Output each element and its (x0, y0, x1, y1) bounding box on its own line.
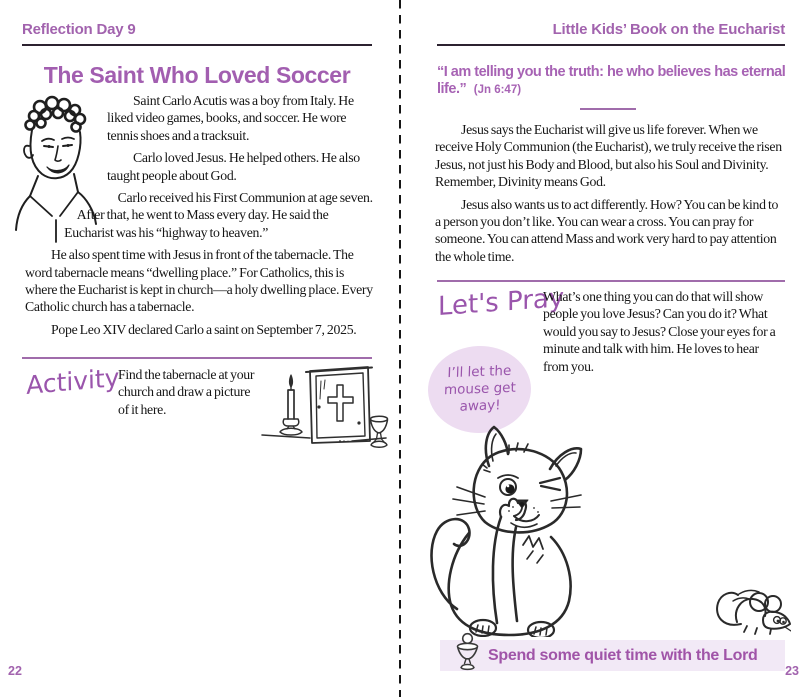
body-paragraph: He also spent time with Jesus in front of the tabernacle. The word tabernacle means “dwelling place.” For Catholics, this is where the Eucharist is kept in church—a holy dwelling place. Every Catholic church has a tabernacle. (25, 247, 373, 315)
scripture-quote (437, 64, 789, 98)
footer-message: Spend some quiet time with the Lord (488, 647, 758, 664)
speech-bubble-line: mouse get (443, 379, 516, 399)
speech-bubble-line: away! (459, 397, 501, 415)
left-header-rule (22, 44, 372, 46)
body-paragraph: Carlo loved Jesus. He helped others. He also taught people about God. (107, 150, 360, 183)
tabernacle-illustration (258, 359, 390, 465)
lets-pray-text: What’s one thing you can do that will show people you love Jesus? Can you do it? What would you say to Jesus? Close your eyes for a minute and talk with him. He loves to hear from you. (543, 289, 776, 374)
footer-banner (440, 640, 785, 671)
page-divider-dashed-line (399, 0, 401, 697)
chalice-icon (454, 632, 481, 672)
activity-instructions: Find the tabernacle at your church and draw a picture of it here. (118, 367, 255, 417)
right-page (405, 0, 807, 697)
body-paragraph: Jesus says the Eucharist will give us life forever. When we receive Holy Communion (the Eucharist), we truly receive the risen Jesus, not just his Body and Blood, but also his Soul and Divinity. Remember, Divinity means God. (435, 122, 782, 190)
left-page-number: 22 (8, 664, 22, 678)
lets-pray-section-rule (437, 280, 785, 282)
right-header-rule (437, 44, 785, 46)
right-page-number: 23 (785, 664, 799, 678)
body-paragraph: Pope Leo XIV declared Carlo a saint on September 7, 2025. (51, 321, 357, 337)
running-mouse-illustration (713, 586, 791, 636)
lets-pray-label: Let's Pray (438, 283, 565, 323)
quote-divider-rule (580, 108, 636, 110)
activity-section (26, 363, 376, 465)
winking-cat-illustration (423, 423, 591, 637)
left-page (0, 0, 400, 697)
body-paragraph: Carlo received his First Communion at age seven. After that, he went to Mass every day. He said the Eucharist was his “highway to heaven.” (64, 190, 373, 240)
left-running-head: Reflection Day 9 (22, 21, 136, 38)
right-running-head: Little Kids’ Book on the Eucharist (552, 21, 785, 38)
right-body-text (435, 121, 785, 270)
quote-text: “I am telling you the truth: he who believes has eternal life.” (437, 64, 786, 97)
body-paragraph: Saint Carlo Acutis was a boy from Italy. He liked video games, books, and soccer. He wore tennis shoes and a tracksuit. (107, 93, 354, 143)
quote-citation: (Jn 6:47) (473, 83, 522, 96)
activity-label: Activity (26, 362, 120, 401)
cat-speech-bubble (427, 344, 533, 435)
body-paragraph: Jesus also wants us to act differently. How? You can be kind to a person you don’t like. You can wear a cross. You can pray for someone. You can attend Mass and work very hard to pay attention the whole time. (435, 196, 779, 264)
chapter-title: The Saint Who Loved Soccer (43, 62, 351, 88)
left-body-text (25, 92, 376, 343)
speech-bubble-line: I’ll let the (446, 362, 512, 382)
